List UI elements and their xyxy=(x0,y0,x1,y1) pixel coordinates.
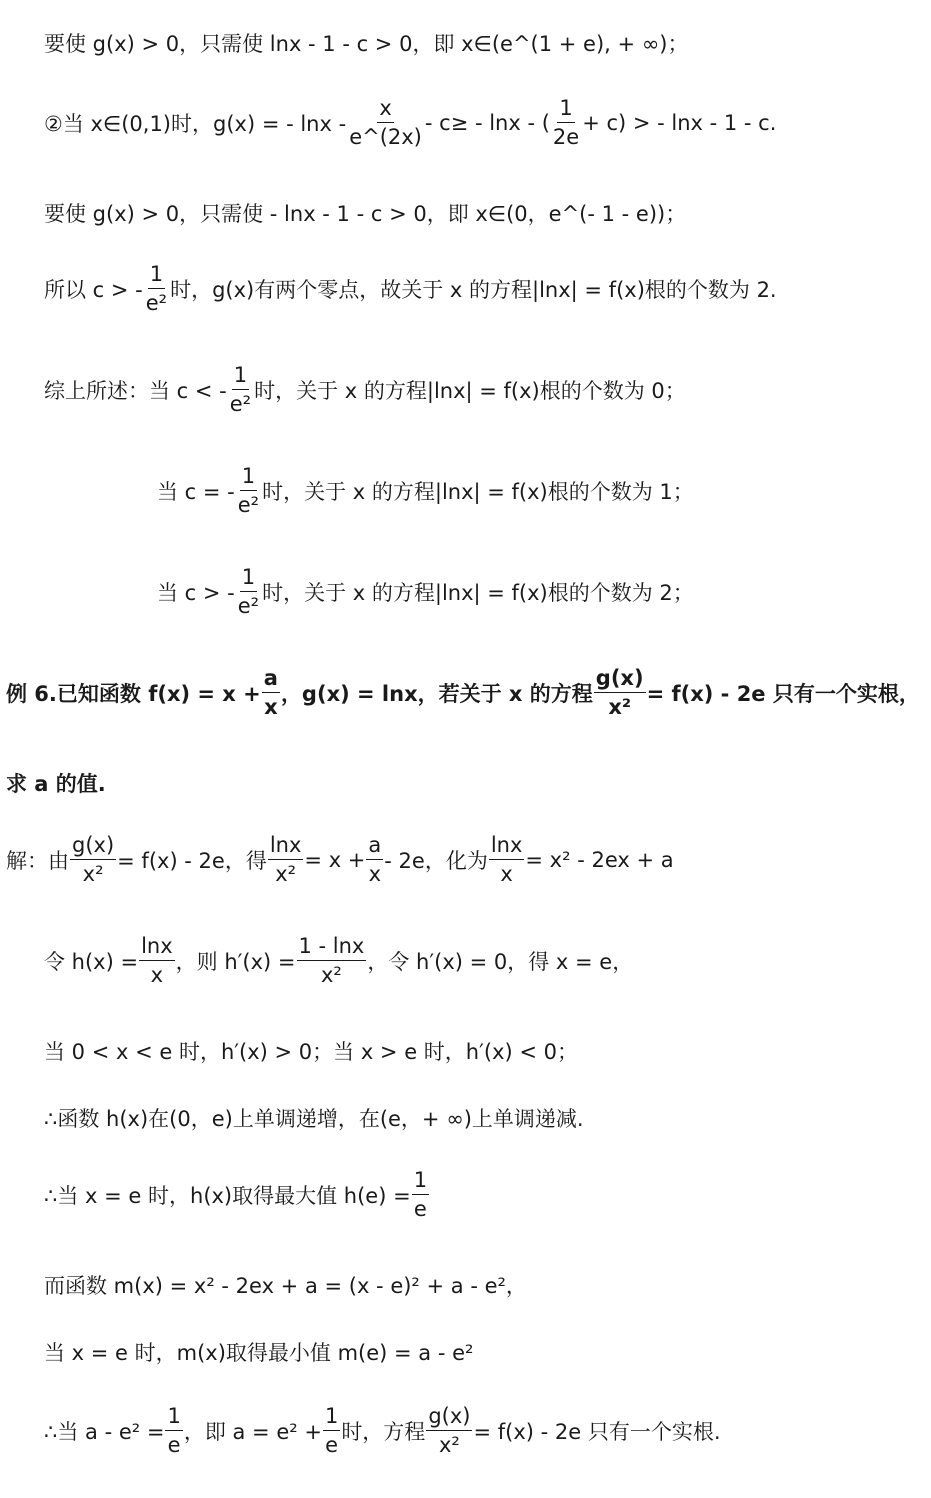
text-mid: ，则 h′(x) = xyxy=(175,949,296,974)
solution-conclusion xyxy=(44,1404,721,1457)
denominator: x² xyxy=(438,1433,460,1458)
text-post: + c) > - lnx - 1 - c. xyxy=(582,110,777,135)
numerator: lnx xyxy=(268,833,304,860)
fraction-a-over-x xyxy=(262,666,280,719)
denominator: e xyxy=(413,1197,427,1222)
numerator: a xyxy=(366,833,383,860)
numerator: lnx xyxy=(139,934,175,961)
text: 当 0 < x < e 时，h′(x) > 0；当 x > e 时，h′(x) < 0； xyxy=(44,1040,578,1064)
denominator: e² xyxy=(145,291,168,316)
solution-step-2 xyxy=(44,934,633,987)
text-post: 时，关于 x 的方程|lnx| = f(x)根的个数为 2； xyxy=(262,580,694,605)
text: 而函数 m(x) = x² - 2ex + a = (x - e)² + a - e²， xyxy=(44,1274,527,1298)
denominator: x xyxy=(500,862,513,887)
fraction-1-over-2e xyxy=(551,96,581,149)
numerator: 1 xyxy=(148,262,165,289)
text: 要使 g(x) > 0，只需使 lnx - 1 - c > 0，即 x∈(e^(1 + e), + ∞)； xyxy=(44,32,689,56)
example-6-statement xyxy=(6,666,920,719)
denominator: e² xyxy=(237,594,260,619)
numerator: 1 xyxy=(412,1168,429,1195)
text-mid: - c≥ - lnx - ( xyxy=(424,110,550,135)
denominator: x xyxy=(264,695,278,720)
numerator: g(x) xyxy=(594,666,646,693)
numerator: 1 xyxy=(323,1404,340,1431)
denominator: x² xyxy=(321,963,342,988)
fraction-lnx-over-x xyxy=(139,934,175,987)
text: 要使 g(x) > 0，只需使 - lnx - 1 - c > 0，即 x∈(0，e^(- 1 - e))； xyxy=(44,202,687,226)
text-pre: 当 c > - xyxy=(157,580,235,605)
text: ∴函数 h(x)在(0，e)上单调递增，在(e，+ ∞)上单调递减. xyxy=(44,1107,584,1131)
fraction-1-over-e xyxy=(165,1404,182,1457)
summary-line-1 xyxy=(44,363,686,416)
fraction-1-over-e2 xyxy=(236,565,261,618)
text: 当 x = e 时，m(x)取得最小值 m(e) = a - e² xyxy=(44,1341,474,1365)
solution-step-7 xyxy=(44,1337,473,1367)
text-mid2: 时，方程 xyxy=(341,1419,426,1444)
solution-step-5 xyxy=(44,1168,430,1221)
text-post: 时，关于 x 的方程|lnx| = f(x)根的个数为 0； xyxy=(254,378,686,403)
denominator: e^(2x) xyxy=(349,125,422,150)
text-mid3: - 2e，化为 xyxy=(384,848,488,873)
denominator: 2e xyxy=(552,125,580,150)
numerator: 1 xyxy=(240,464,257,491)
summary-line-2 xyxy=(157,464,694,517)
fraction-1-over-e xyxy=(412,1168,429,1221)
denominator: e² xyxy=(237,493,260,518)
fraction-lnx-over-x xyxy=(489,833,525,886)
text-post: = f(x) - 2e 只有一个实根， xyxy=(646,681,920,706)
solution-step-6 xyxy=(44,1270,527,1300)
solution-line-3 xyxy=(44,198,686,228)
numerator: x xyxy=(377,96,393,123)
solution-line-1 xyxy=(44,28,688,58)
fraction-1-over-e2 xyxy=(236,464,261,517)
text-pre: ∴当 a - e² = xyxy=(44,1419,165,1444)
fraction-gx-over-x2 xyxy=(70,833,116,886)
numerator: 1 - lnx xyxy=(297,934,367,961)
fraction-x-over-e2x xyxy=(347,96,424,149)
numerator: g(x) xyxy=(70,833,116,860)
numerator: a xyxy=(262,666,280,693)
text-pre: ②当 x∈(0,1)时，g(x) = - lnx - xyxy=(44,111,347,136)
text-mid2: = x + xyxy=(304,847,366,872)
text: 求 a 的值. xyxy=(6,772,106,796)
text-pre: 所以 c > - xyxy=(44,277,143,302)
fraction-1-minus-lnx-over-x2 xyxy=(297,934,367,987)
text-post: = f(x) - 2e 只有一个实根. xyxy=(473,1419,721,1444)
denominator: x xyxy=(150,963,164,988)
numerator: lnx xyxy=(489,833,525,860)
numerator: 1 xyxy=(557,96,574,123)
denominator: x² xyxy=(275,862,297,887)
denominator: e xyxy=(325,1433,339,1458)
denominator: x² xyxy=(608,695,632,720)
text-pre: 当 c = - xyxy=(157,479,235,504)
fraction-1-over-e2 xyxy=(228,363,253,416)
solution-line-4 xyxy=(44,262,777,315)
solution-step-1 xyxy=(6,833,674,886)
text-pre: ∴当 x = e 时，h(x)取得最大值 h(e) = xyxy=(44,1183,411,1208)
text-pre: 例 6.已知函数 f(x) = x + xyxy=(6,681,261,706)
example-6-question xyxy=(6,768,106,798)
fraction-1-over-e2 xyxy=(144,262,169,315)
fraction-gx-over-x2 xyxy=(594,666,646,719)
text-mid: = f(x) - 2e，得 xyxy=(117,848,267,873)
solution-step-4 xyxy=(44,1103,584,1133)
denominator: x² xyxy=(82,862,104,887)
numerator: 1 xyxy=(240,565,257,592)
solution-step-3 xyxy=(44,1036,578,1066)
text-post: 时，g(x)有两个零点，故关于 x 的方程|lnx| = f(x)根的个数为 2. xyxy=(170,277,777,302)
text-pre: 综上所述：当 c < - xyxy=(44,378,227,403)
fraction-gx-over-x2 xyxy=(426,1404,472,1457)
denominator: e² xyxy=(229,392,252,417)
text-mid: ，即 a = e² + xyxy=(183,1419,322,1444)
solution-line-2 xyxy=(44,96,776,149)
numerator: 1 xyxy=(232,363,249,390)
fraction-1-over-e xyxy=(323,1404,340,1457)
text-pre: 解：由 xyxy=(6,848,69,873)
fraction-a-over-x xyxy=(366,833,383,886)
fraction-lnx-over-x2 xyxy=(268,833,304,886)
text-post: 时，关于 x 的方程|lnx| = f(x)根的个数为 1； xyxy=(262,479,694,504)
denominator: e xyxy=(167,1433,181,1458)
text-post: = x² - 2ex + a xyxy=(525,847,674,872)
denominator: x xyxy=(368,862,382,887)
numerator: g(x) xyxy=(426,1404,472,1431)
text-post: ，令 h′(x) = 0，得 x = e， xyxy=(367,949,634,974)
summary-line-3 xyxy=(157,565,694,618)
text-pre: 令 h(x) = xyxy=(44,949,139,974)
numerator: 1 xyxy=(165,1404,182,1431)
text-mid: ，g(x) = lnx，若关于 x 的方程 xyxy=(280,681,593,706)
